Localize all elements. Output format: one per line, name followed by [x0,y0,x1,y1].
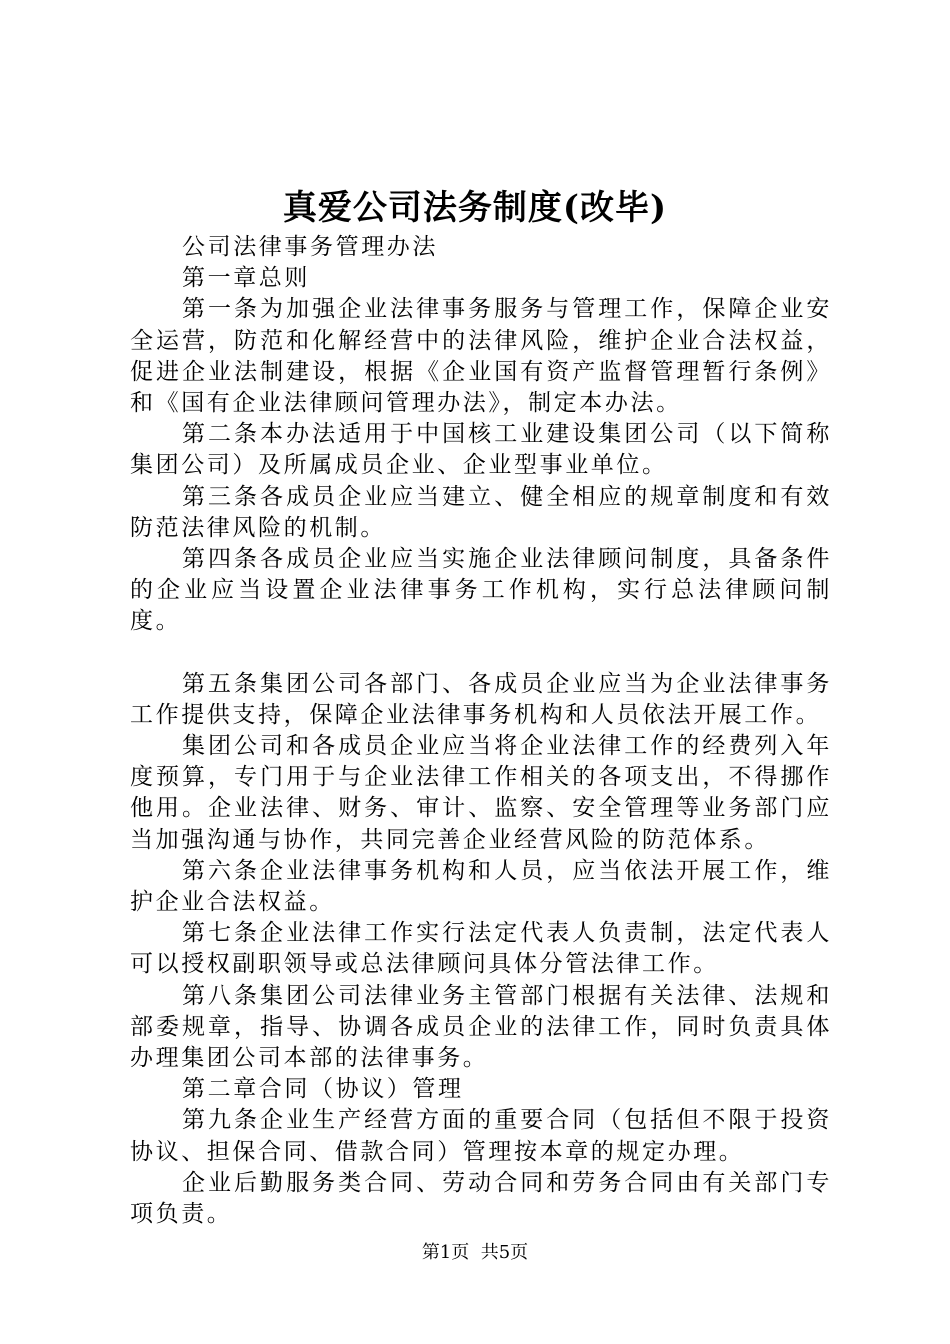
page-total: 共5页 [480,1242,529,1263]
paragraph-article-3: 第三条各成员企业应当建立、健全相应的规章制度和有效防范法律风险的机制。 [130,483,832,541]
document-title: 真爱公司法务制度(改毕) [282,188,668,228]
paragraph-article-7: 第七条企业法律工作实行法定代表人负责制，法定代表人可以授权副职领导或总法律顾问具体分管法律工作。 [130,920,832,978]
paragraph-article-1: 第一条为加强企业法律事务服务与管理工作，保障企业安全运营，防范和化解经营中的法律风险，维护企业合法权益，促进企业法制建设，根据《企业国有资产监督管理暂行条例》和《国有企业法律顾问管理办法》，制定本办法。 [130,296,832,417]
paragraph-chapter-2: 第二章合同（协议）管理 [182,1076,464,1103]
paragraph-article-5: 第五条集团公司各部门、各成员企业应当为企业法律事务工作提供支持，保障企业法律事务机构和人员依法开展工作。 [130,670,832,728]
paragraph-article-9-services: 企业后勤服务类合同、劳动合同和劳务合同由有关部门专项负责。 [130,1169,832,1228]
page-number: 第1页 [421,1242,470,1263]
paragraph-article-5-budget: 集团公司和各成员企业应当将企业法律工作的经费列入年度预算，专门用于与企业法律工作相关的各项支出，不得挪作他用。企业法律、财务、审计、监察、安全管理等业务部门应当加强沟通与协作，共同完善企业经营风险的防范体系。 [130,733,832,853]
paragraph-article-9: 第九条企业生产经营方面的重要合同（包括但不限于投资协议、担保合同、借款合同）管理按本章的规定办理。 [130,1107,832,1165]
paragraph-chapter-1: 第一章总则 [182,265,310,292]
paragraph-article-4: 第四条各成员企业应当实施企业法律顾问制度，具备条件的企业应当设置企业法律事务工作机构，实行总法律顾问制度。 [130,546,832,635]
paragraph-article-6: 第六条企业法律事务机构和人员，应当依法开展工作，维护企业合法权益。 [130,857,832,916]
document-body [130,232,832,1230]
page-footer [0,1241,950,1265]
paragraph-subtitle: 公司法律事务管理办法 [182,234,438,260]
paragraph-article-2: 第二条本办法适用于中国核工业建设集团公司（以下简称集团公司）及所属成员企业、企业型事业单位。 [130,421,832,479]
paragraph-article-8: 第八条集团公司法律业务主管部门根据有关法律、法规和部委规章，指导、协调各成员企业的法律工作，同时负责具体办理集团公司本部的法律事务。 [130,982,832,1072]
